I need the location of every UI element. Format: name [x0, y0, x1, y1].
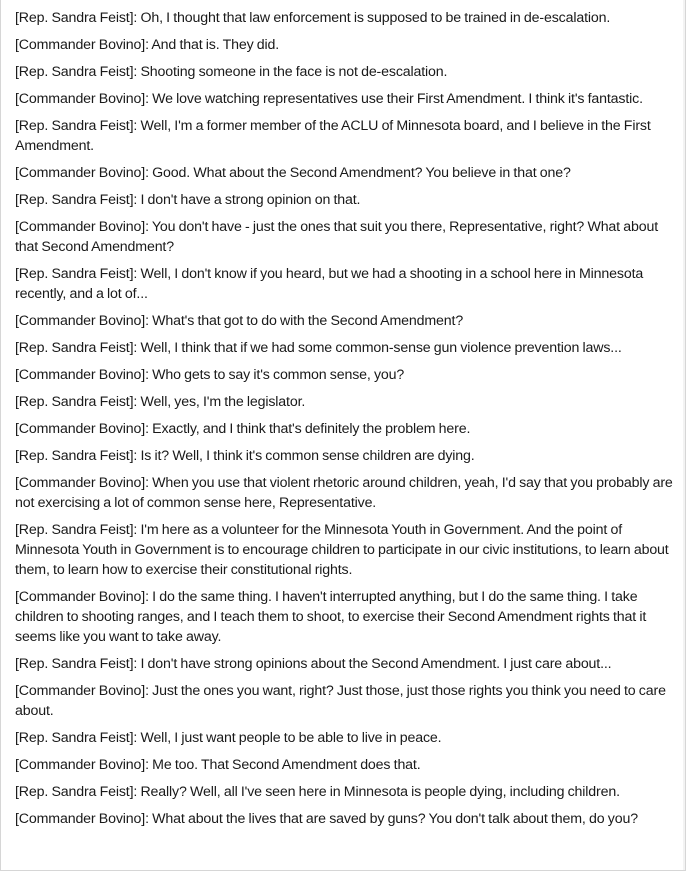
transcript-line: [Commander Bovino]: Who gets to say it's common sense, you? [15, 367, 405, 383]
transcript-line: [Commander Bovino]: You don't have - just the ones that suit you there, Representative, right? What about that Second Amendment? [15, 219, 659, 255]
transcript-line: [Rep. Sandra Feist]: Well, I don't know if you heard, but we had a shooting in a school here in Minnesota recently, and a lot of... [15, 266, 644, 302]
transcript-line: [Commander Bovino]: Just the ones you want, right? Just those, just those rights you think you need to care about. [15, 683, 666, 719]
transcript-line: [Rep. Sandra Feist]: Well, I think that if we had some common-sense gun violence prevention laws... [15, 340, 622, 356]
transcript-line: [Commander Bovino]: Exactly, and I think that's definitely the problem here. [15, 421, 471, 437]
transcript-line: [Commander Bovino]: Me too. That Second Amendment does that. [15, 757, 421, 773]
transcript-line: [Commander Bovino]: I do the same thing. I haven't interrupted anything, but I do the same thing. I take children to shooting ranges, and I teach them to shoot, to exercise their Second Amendment rights that it seems like you want to take away. [15, 589, 647, 645]
transcript-line: [Rep. Sandra Feist]: Is it? Well, I think it's common sense children are dying. [15, 448, 475, 464]
transcript-line: [Rep. Sandra Feist]: Well, yes, I'm the legislator. [15, 394, 306, 410]
transcript-line: [Rep. Sandra Feist]: Well, I just want people to be able to live in peace. [15, 730, 442, 746]
transcript-line: [Commander Bovino]: Good. What about the Second Amendment? You believe in that one? [15, 165, 571, 181]
transcript-line: [Commander Bovino]: We love watching representatives use their First Amendment. I think it's fantastic. [15, 91, 643, 107]
transcript-line: [Commander Bovino]: And that is. They did. [15, 37, 280, 53]
transcript-line: [Commander Bovino]: When you use that violent rhetoric around children, yeah, I'd say that you probably are not exercising a lot of common sense here, Representative. [15, 475, 673, 511]
transcript-line: [Rep. Sandra Feist]: I don't have a strong opinion on that. [15, 192, 361, 208]
transcript-line: [Rep. Sandra Feist]: Shooting someone in the face is not de-escalation. [15, 64, 448, 80]
transcript-line: [Rep. Sandra Feist]: Really? Well, all I've seen here in Minnesota is people dying, including children. [15, 784, 620, 800]
transcript-line: [Commander Bovino]: What about the lives that are saved by guns? You don't talk about them, do you? [15, 811, 638, 827]
transcript-line: [Rep. Sandra Feist]: I'm here as a volunteer for the Minnesota Youth in Government. And the point of Minnesota Youth in Government is to encourage children to participate in our civic institutions, to learn about them, to learn how to exercise their constitutional rights. [15, 522, 669, 578]
transcript-body [15, 8, 675, 836]
transcript-line: [Rep. Sandra Feist]: I don't have strong opinions about the Second Amendment. I just care about... [15, 656, 612, 672]
transcript-line: [Rep. Sandra Feist]: Well, I'm a former member of the ACLU of Minnesota board, and I believe in the First Amendment. [15, 118, 651, 154]
transcript-line: [Rep. Sandra Feist]: Oh, I thought that law enforcement is supposed to be trained in de-escalation. [15, 10, 611, 26]
transcript-line: [Commander Bovino]: What's that got to do with the Second Amendment? [15, 313, 464, 329]
vertical-scrollbar[interactable] [683, 0, 685, 870]
